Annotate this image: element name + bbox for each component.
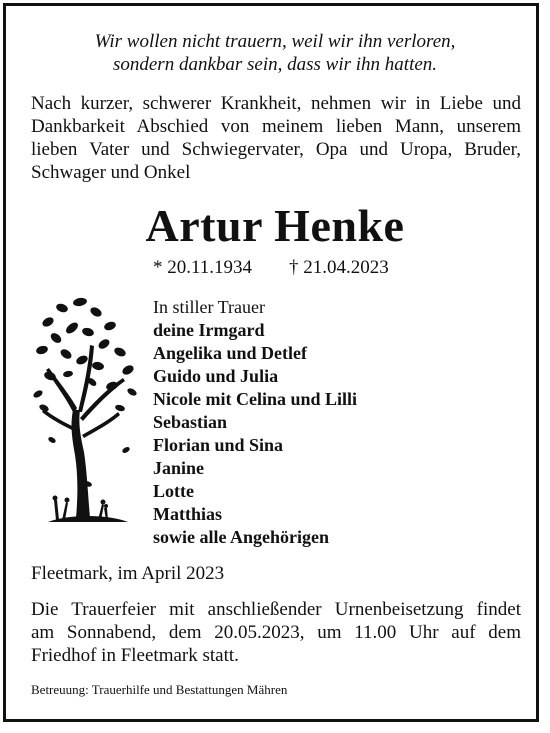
mourner-name: sowie alle Angehörigen	[153, 527, 329, 547]
service-line: Die Trauerfeier mit anschließender Urnenbeisetzung findet	[31, 599, 521, 620]
intro-line: lieben Vater und Schwiegervater, Opa und Uropa, Bruder,	[31, 139, 521, 160]
place-date: Fleetmark, im April 2023	[31, 563, 225, 584]
intro-line: Nach kurzer, schwerer Krankheit, nehmen wir in Liebe und	[31, 93, 521, 114]
mourner-name: Guido und Julia	[153, 366, 279, 386]
service-line: am Sonnabend, dem 20.05.2023, um 11.00 Uhr auf dem	[31, 622, 521, 643]
quote-line-1: Wir wollen nicht trauern, weil wir ihn verloren,	[94, 31, 456, 52]
intro-line: Schwager und Onkel	[31, 162, 191, 183]
intro-text	[31, 92, 521, 184]
mourner-name: Angelika und Detlef	[153, 343, 308, 363]
mourner-name: Lotte	[153, 481, 194, 501]
mourners-lead: In stiller Trauer	[153, 297, 265, 317]
mourner-name: Nicole mit Celina und Lilli	[153, 389, 358, 409]
mourners-list	[153, 296, 357, 549]
death-date: † 21.04.2023	[289, 257, 389, 278]
intro-line: Dankbarkeit Abschied von meinem lieben Mann, unserem	[31, 116, 521, 137]
care-credit: Betreuung: Trauerhilfe und Bestattungen Mähren	[31, 682, 288, 697]
quote-line-2: sondern dankbar sein, dass wir ihn hatten.	[112, 54, 438, 75]
service-line: Friedhof in Fleetmark statt.	[31, 645, 239, 666]
mourner-name: deine Irmgard	[153, 320, 265, 340]
mourner-name: Matthias	[153, 504, 222, 524]
memorial-quote	[0, 30, 550, 76]
deceased-name: Artur Henke	[145, 200, 405, 251]
birth-date: * 20.11.1934	[153, 257, 253, 278]
tree-icon	[28, 290, 143, 525]
service-text	[31, 598, 521, 667]
mourner-name: Florian und Sina	[153, 435, 284, 455]
mourner-name: Sebastian	[153, 412, 228, 432]
mourner-name: Janine	[153, 458, 205, 478]
